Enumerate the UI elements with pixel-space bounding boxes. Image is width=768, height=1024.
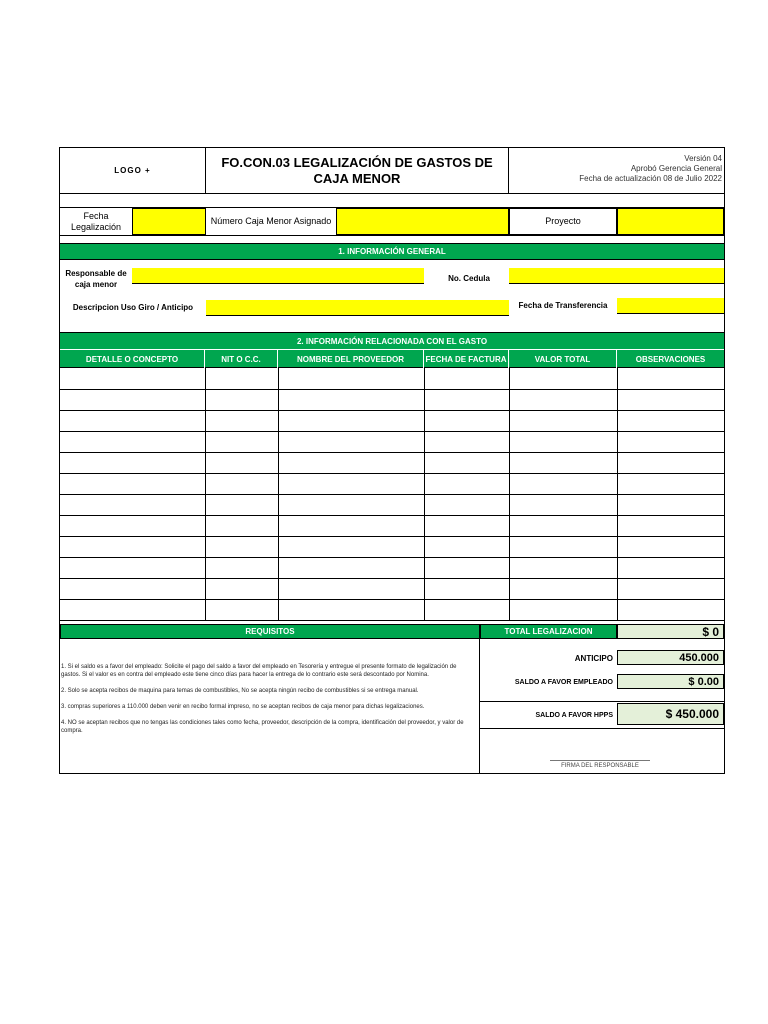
table-row	[60, 473, 724, 495]
table-cell[interactable]	[278, 557, 425, 578]
table-row	[60, 410, 724, 432]
table-cell[interactable]	[205, 410, 279, 431]
table-cell[interactable]	[205, 536, 279, 557]
table-cell[interactable]	[424, 473, 510, 494]
table-cell[interactable]	[509, 389, 618, 410]
table-cell[interactable]	[424, 536, 510, 557]
requisitos-box	[60, 639, 480, 773]
table-cell[interactable]	[278, 494, 425, 515]
table-cell[interactable]	[60, 557, 206, 578]
total-legalizacion-value: $ 0	[617, 624, 724, 639]
table-cell[interactable]	[617, 368, 724, 389]
table-cell[interactable]	[617, 389, 724, 410]
logo-placeholder: LOGO +	[60, 148, 206, 193]
table-cell[interactable]	[205, 494, 279, 515]
fecha-legalizacion-label: Fecha Legalización	[70, 210, 122, 232]
table-cell[interactable]	[60, 494, 206, 515]
table-cell[interactable]	[60, 368, 206, 389]
requisito-1: 1. Si el saldo es a favor del empleado: Solicite el pago del saldo a favor del empleado en Tesorería y entregue el presente formato de legalización de gastos. Si el valor es en contra del empleado este tiene cinco días para hacer la entrega de lo contrario este será descontado por Nomina.	[61, 664, 457, 678]
table-cell[interactable]	[278, 410, 425, 431]
table-cell[interactable]	[60, 431, 206, 452]
table-cell[interactable]	[60, 536, 206, 557]
table-cell[interactable]	[617, 452, 724, 473]
table-cell[interactable]	[509, 515, 618, 536]
approved-text: Aprobó Gerencia General	[630, 164, 722, 173]
table-cell[interactable]	[617, 536, 724, 557]
table-cell[interactable]	[509, 536, 618, 557]
divider	[480, 728, 724, 729]
table-cell[interactable]	[205, 599, 279, 620]
table-cell[interactable]	[509, 410, 618, 431]
table-cell[interactable]	[278, 389, 425, 410]
table-cell[interactable]	[617, 473, 724, 494]
saldo-hpps-value: $ 450.000	[617, 703, 724, 725]
total-legalizacion-label: TOTAL LEGALIZACION	[480, 624, 617, 639]
descripcion-label: Descripcion Uso Giro / Anticipo	[72, 302, 194, 312]
expense-table-body	[60, 368, 724, 620]
saldo-empleado-label: SALDO A FAVOR EMPLEADO	[514, 678, 613, 686]
legalization-form	[59, 147, 725, 774]
table-cell[interactable]	[617, 578, 724, 599]
requisitos-header: REQUISITOS	[60, 624, 480, 639]
version-info	[509, 148, 724, 193]
cedula-field[interactable]	[509, 268, 724, 284]
table-cell[interactable]	[424, 410, 510, 431]
table-row	[60, 389, 724, 411]
table-row	[60, 431, 724, 453]
table-cell[interactable]	[424, 494, 510, 515]
table-cell[interactable]	[278, 536, 425, 557]
table-cell[interactable]	[424, 599, 510, 620]
firma-label: FIRMA DEL RESPONSABLE	[561, 763, 639, 769]
requisito-2: 2. Solo se acepta recibos de maquina para temas de combustibles, No se acepta ningún recibo de combustibles si se entrega manual.	[61, 688, 419, 694]
table-row	[60, 578, 724, 600]
saldo-hpps-label: SALDO A FAVOR HPPS	[535, 711, 613, 719]
version-text: Versión 04	[684, 154, 722, 163]
saldo-empleado-value: $ 0.00	[617, 674, 724, 689]
table-cell[interactable]	[278, 578, 425, 599]
table-row	[60, 368, 724, 390]
table-cell[interactable]	[205, 578, 279, 599]
table-cell[interactable]	[424, 368, 510, 389]
table-cell[interactable]	[278, 599, 425, 620]
descripcion-field[interactable]	[206, 300, 509, 316]
table-row	[60, 452, 724, 474]
table-cell[interactable]	[617, 515, 724, 536]
table-cell[interactable]	[205, 452, 279, 473]
table-cell[interactable]	[509, 578, 618, 599]
transferencia-field[interactable]	[617, 298, 724, 314]
table-cell[interactable]	[60, 410, 206, 431]
anticipo-value: 450.000	[617, 650, 724, 665]
table-cell[interactable]	[617, 431, 724, 452]
divider	[60, 235, 724, 236]
col-proveedor: NOMBRE DEL PROVEEDOR	[278, 350, 424, 368]
table-cell[interactable]	[60, 389, 206, 410]
table-cell[interactable]	[509, 599, 618, 620]
table-row	[60, 494, 724, 516]
table-cell[interactable]	[617, 599, 724, 620]
table-cell[interactable]	[205, 431, 279, 452]
cedula-label: No. Cedula	[448, 273, 490, 283]
numero-caja-label: Número Caja Menor Asignado	[210, 216, 332, 226]
table-cell[interactable]	[278, 515, 425, 536]
col-valor-total: VALOR TOTAL	[509, 350, 617, 368]
table-row	[60, 557, 724, 579]
responsable-field[interactable]	[132, 268, 424, 284]
proyecto-field[interactable]	[617, 208, 724, 235]
table-cell[interactable]	[278, 368, 425, 389]
table-cell[interactable]	[424, 515, 510, 536]
form-title: FO.CON.03 LEGALIZACIÓN DE GASTOS DE CAJA MENOR	[206, 148, 509, 193]
updated-text: Fecha de actualización 08 de Julio 2022	[579, 174, 722, 183]
anticipo-label: ANTICIPO	[574, 653, 613, 663]
table-cell[interactable]	[617, 557, 724, 578]
expense-table-header	[60, 349, 724, 368]
table-cell[interactable]	[424, 431, 510, 452]
table-cell[interactable]	[278, 452, 425, 473]
table-cell[interactable]	[205, 557, 279, 578]
table-cell[interactable]	[278, 473, 425, 494]
table-cell[interactable]	[617, 410, 724, 431]
divider	[480, 701, 724, 702]
table-cell[interactable]	[509, 557, 618, 578]
table-cell[interactable]	[60, 578, 206, 599]
table-cell[interactable]	[60, 473, 206, 494]
fecha-legalizacion-field[interactable]	[132, 208, 206, 235]
table-cell[interactable]	[60, 452, 206, 473]
divider	[60, 193, 724, 194]
proyecto-label: Proyecto	[509, 208, 617, 235]
table-cell[interactable]	[509, 494, 618, 515]
table-cell[interactable]	[424, 452, 510, 473]
table-cell[interactable]	[60, 515, 206, 536]
table-cell[interactable]	[424, 557, 510, 578]
col-nit: NIT O C.C.	[205, 350, 278, 368]
responsable-label: Responsable de caja menor	[65, 269, 127, 289]
signature-line	[550, 760, 650, 761]
transferencia-label: Fecha de Transferencia	[518, 300, 608, 310]
table-cell[interactable]	[509, 431, 618, 452]
col-fecha-factura: FECHA DE FACTURA	[424, 350, 509, 368]
requisito-4: 4. NO se aceptan recibos que no tengas las condiciones tales como fecha, proveedor, descripción de la compra, identificación del proveedor, y valor de compra.	[61, 720, 464, 734]
table-cell[interactable]	[278, 431, 425, 452]
table-row	[60, 536, 724, 558]
table-cell[interactable]	[205, 368, 279, 389]
table-cell[interactable]	[205, 389, 279, 410]
table-row	[60, 515, 724, 537]
table-cell[interactable]	[509, 473, 618, 494]
table-cell[interactable]	[60, 599, 206, 620]
table-cell[interactable]	[424, 389, 510, 410]
table-cell[interactable]	[205, 473, 279, 494]
table-cell[interactable]	[205, 515, 279, 536]
section1-header: 1. INFORMACIÓN GENERAL	[60, 243, 724, 260]
table-cell[interactable]	[424, 578, 510, 599]
section2-header: 2. INFORMACIÓN RELACIONADA CON EL GASTO	[60, 332, 724, 349]
table-row	[60, 599, 724, 621]
table-cell[interactable]	[617, 494, 724, 515]
table-cell[interactable]	[509, 452, 618, 473]
numero-caja-field[interactable]	[336, 208, 509, 235]
requisito-3: 3. compras superiores a 110.000 deben venir en recibo formal impreso, no se aceptan recibos de caja menor para dichas legalizaciones.	[61, 704, 425, 710]
col-detalle: DETALLE O CONCEPTO	[60, 350, 205, 368]
col-observaciones: OBSERVACIONES	[635, 354, 706, 364]
table-cell[interactable]	[509, 368, 618, 389]
